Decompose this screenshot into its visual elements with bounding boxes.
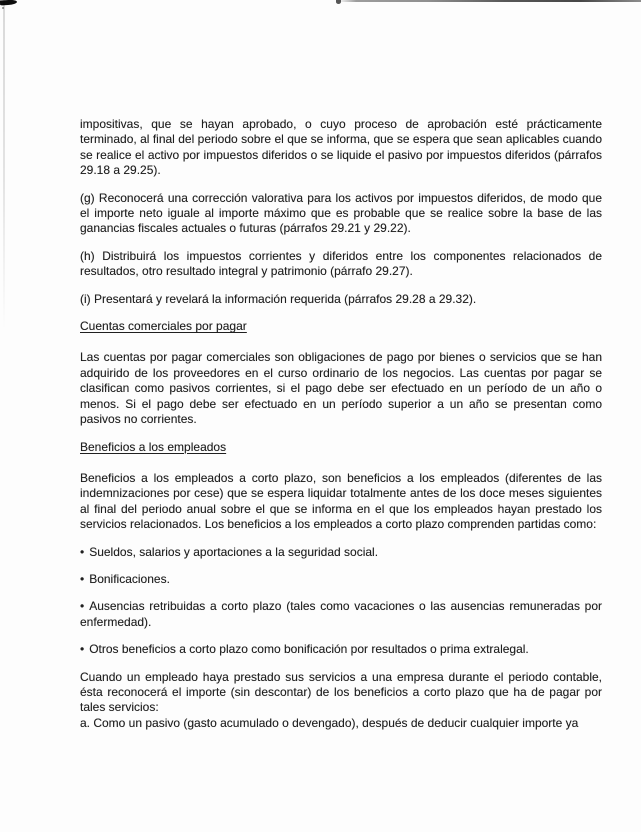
heading-beneficios-empleados: Beneficios a los empleados (80, 439, 227, 454)
paragraph-item-g: (g) Reconocerá una corrección valorativa para los activos por impuestos diferidos, de modo que el importe neto iguale al importe máximo que es probable que se realice sobre la base de las ganancias fiscales actuales o futuras (párrafos 29.21 y 29.22). (80, 190, 602, 236)
document-text (80, 117, 602, 731)
paragraph-impuestos-continuacion: impositivas, que se hayan aprobado, o cuyo proceso de aprobación esté prácticamente terminado, al final del periodo sobre el que se informa, que se espera que sean aplicables cuando se realice el activo por impuestos diferidos o se liquide el pasivo por impuestos diferidos (párrafos 29.18 a 29.25). (80, 117, 602, 178)
bullet-marker-icon: • (80, 571, 85, 586)
scan-dot-top-edge (336, 0, 341, 4)
scan-strip-top-edge (338, 0, 641, 2)
bullet-otros-beneficios-text: Otros beneficios a corto plazo como bonificación por resultados o prima extralegal. (89, 642, 529, 657)
bullet-marker-icon: • (80, 599, 85, 614)
paragraph-item-i: (i) Presentará y revelará la información requerida (párrafos 29.28 a 29.32). (80, 291, 477, 306)
list-item-a: a. Como un pasivo (gasto acumulado o devengado), después de deducir cualquier importe ya (80, 715, 579, 730)
bullet-ausencias (80, 599, 602, 630)
bullet-sueldos-text: Sueldos, salarios y aportaciones a la seguridad social. (89, 544, 379, 559)
bullet-marker-icon: • (80, 544, 85, 559)
paragraph-item-h: (h) Distribuirá los impuestos corrientes y diferidos entre los componentes relacionados de resultados, otro resultado integral y patrimonio (párrafo 29.27). (80, 248, 602, 279)
paragraph-cuando-empleado: Cuando un empleado haya prestado sus servicios a una empresa durante el periodo contable, ésta reconocerá el importe (sin descontar) de los beneficios a corto plazo que ha de pagar por (80, 669, 602, 699)
bullet-sueldos (80, 545, 602, 560)
bullet-bonificaciones (80, 572, 602, 587)
paragraph-beneficios-corto-plazo: Beneficios a los empleados a corto plazo, son beneficios a los empleados (diferentes de las indemnizaciones por cese) que se espera liquidar totalmente antes de los doce meses siguientes al final del periodo anual sobre el que se informa en el que los empleados hayan prestado los servicios relacionados. Los beneficios a los empleados a corto plazo comprenden partidas como: (80, 470, 602, 532)
bullet-bonificaciones-text: Bonificaciones. (89, 571, 170, 586)
bullet-marker-icon: • (80, 642, 85, 657)
scan-line-left-edge (3, 0, 5, 330)
bullet-ausencias-text: Ausencias retribuidas a corto plazo (tales como vacaciones o las ausencias remuneradas por enfermedad). (80, 599, 602, 629)
paragraph-tales-servicios: tales servicios: (80, 700, 159, 715)
heading-cuentas-comerciales: Cuentas comerciales por pagar (80, 319, 247, 334)
paragraph-cuentas-por-pagar: Las cuentas por pagar comerciales son obligaciones de pago por bienes o servicios que se han adquirido de los proveedores en el curso ordinario de los negocios. Las cuentas por pagar se clasifican como pasivos corrientes, si el pago debe ser efectuado en un período de un año o menos. Si el pago debe ser efectuado en un período superior a un año se presentan como pasivos no corrientes. (80, 350, 602, 427)
bullet-otros-beneficios (80, 642, 602, 657)
